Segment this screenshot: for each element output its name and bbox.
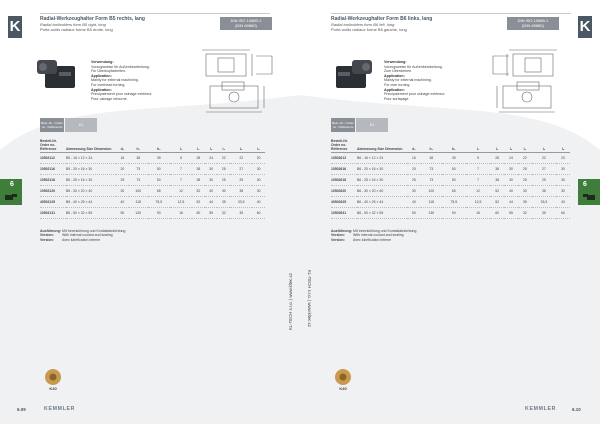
toolholder-photo-icon [35,52,79,94]
order-number[interactable]: 10502131 [40,207,66,218]
usage-text: Mainly for external machining. [91,78,139,83]
usage-block [91,60,161,101]
header-col: l₁ [466,134,490,152]
order-number[interactable]: 10502120 [40,185,66,196]
value-cell: 60 [490,207,504,218]
value-cell: 12,5 [466,196,490,207]
value-cell: 75,5 [148,196,170,207]
usage-label: Application: [91,73,112,78]
value-cell: 38 [230,185,252,196]
title-english: Radial toolholders form B6 left, long [331,22,395,27]
value-cell: 50 [407,207,421,218]
value-cell: 22 [230,152,252,163]
version-notes [40,229,125,242]
size-cell: B6 - 25 × 16 × 30 [357,174,407,185]
size-cell: B5 - 40 × 25 × 44 [66,196,116,207]
value-cell: 118 [129,196,148,207]
version-notes [331,229,416,242]
value-cell: 33,5 [230,196,252,207]
value-cell: 22 [217,152,230,163]
value-cell: 30 [407,185,421,196]
note-text: With internal coolant and sealing [353,233,404,238]
header-col: l₂ [490,134,504,152]
value-cell: 20 [407,163,421,174]
usage-text: For over turning. [384,82,411,87]
din-standard-badge [220,17,272,30]
value-cell: 60 [556,207,570,218]
value-cell: 25 [230,174,252,185]
value-cell: 32 [518,207,532,218]
catalog-page-right [300,0,600,424]
size-cell: B6 - 40 × 25 × 44 [357,196,407,207]
brand-logo: KEMMLER [525,406,557,412]
dimensions-table [40,134,265,219]
din-line-1: DIN ISO 10889-1 [230,18,262,23]
header-size: Abmessung Size Dimension [357,134,407,152]
value-cell: 52 [192,185,205,196]
value-cell: 30 [504,174,518,185]
table-row [331,152,570,163]
order-chip: K1 [356,118,388,132]
brand-logo: KEMMLER [44,406,76,412]
value-cell: 12 [466,185,490,196]
value-cell: 30 [556,185,570,196]
size-cell: B6 - 30 × 20 × 40 [357,185,407,196]
value-cell: 25 [407,174,421,185]
order-number[interactable]: 10502112 [40,152,66,163]
order-info-bar [331,118,388,132]
value-cell: 100 [129,185,148,196]
value-cell: 100 [421,185,442,196]
note-text: Avec lubrification interne [353,237,392,242]
header-col: l₅ [532,134,556,152]
value-cell: 50 [148,163,170,174]
din-line-2: (DIN 69880) [235,23,257,28]
header-rule [40,13,270,14]
order-number[interactable]: 10502116 [40,163,66,174]
value-cell: 40 [205,185,218,196]
value-cell: 60 [252,207,265,218]
page-number: 6.10 [572,407,581,412]
page-footer [300,405,600,415]
vertical-watermark: KL-TECH s.r.o. | www.kltec.cz [307,270,312,327]
value-cell: 25 [116,174,129,185]
value-cell: 73 [421,174,442,185]
value-cell: 50 [442,163,466,174]
chapter-number: 6 [10,181,14,188]
value-cell: 33,5 [532,196,556,207]
page-number: 6.09 [17,407,26,412]
technical-drawing-icon [483,46,569,120]
header-col: l₆ [556,134,570,152]
value-cell: 30 [205,174,218,185]
value-cell: 16 [170,207,192,218]
header-col: d₁ [116,134,129,152]
chapter-number: 6 [583,181,587,188]
note-label: Version: [331,233,345,238]
value-cell: 24 [504,152,518,163]
value-cell: 25 [217,163,230,174]
value-cell: 38 [421,152,442,163]
value-cell: 39 [442,152,466,163]
value-cell: 75,5 [442,196,466,207]
value-cell: 30 [217,185,230,196]
order-info-bar [40,118,97,132]
value-cell: 25 [518,163,532,174]
nut-caption: K40 [49,386,57,391]
value-cell: 38 [192,174,205,185]
order-number[interactable]: 10502618 [331,174,357,185]
value-cell: 25 [518,174,532,185]
chapter-tab-6[interactable] [578,179,600,205]
value-cell: 7 [466,163,490,174]
value-cell: 30 [556,163,570,174]
usage-block [384,60,454,101]
value-cell: 73 [129,174,148,185]
section-tab-k[interactable]: K [578,16,592,38]
table-row [331,174,570,185]
value-cell: 39 [148,152,170,163]
table-row [40,196,265,207]
note-label: Ausführung: [40,229,61,233]
value-cell: 65 [148,185,170,196]
table-row [40,207,265,218]
header-col: l₄ [217,134,230,152]
din-line-2: (DIN 69880) [522,23,544,28]
order-number[interactable]: 10502620 [331,185,357,196]
usage-label: Verwendung: [384,60,407,64]
value-cell: 7 [170,163,192,174]
table-row [331,185,570,196]
value-cell: 30 [252,185,265,196]
value-cell: 28 [192,152,205,163]
toolholder-photo-icon [330,52,374,94]
value-cell: 25 [532,174,556,185]
value-cell: 20 [252,152,265,163]
value-cell: 12 [170,185,192,196]
value-cell: 35 [518,196,532,207]
table-header-row [331,134,570,152]
title-english: Radial toolholders form B5 right, long [40,22,106,27]
title-german: Radial-Werkzeughalter Form B5 rechts, lang [40,16,145,22]
size-cell: B6 - 50 × 32 × 55 [357,207,407,218]
value-cell: 38 [192,163,205,174]
dimensions-table [331,134,570,219]
header-col: l₅ [230,134,252,152]
value-cell: 73 [129,163,148,174]
order-number[interactable]: 40502125 [40,196,66,207]
value-cell: 50 [148,174,170,185]
note-text: Mit Innenkühlung und Kontaktabdichtung [353,229,417,233]
title-french: Porte-outils radiaux forme B5 droite, long [40,27,113,32]
toolholder-icon [4,193,18,201]
usage-text: Principalement pour usinage extérieur. [384,92,446,97]
value-cell: 50 [442,174,466,185]
usage-label: Application: [91,87,112,92]
value-cell: 30 [252,174,265,185]
value-cell: 38 [490,174,504,185]
header-col: h₂ [442,134,466,152]
header-col: l₂ [192,134,205,152]
value-cell: 22 [518,152,532,163]
value-cell: 7 [466,174,490,185]
usage-text: Vorzugsweise für Außenbearbeitung. [91,64,150,69]
header-order: Bestell-Nr. Order no. Référence [331,134,357,152]
usage-text: Zum Überdrehen. [384,69,413,74]
order-number[interactable]: 10502118 [40,174,66,185]
section-tab-k[interactable]: K [8,16,22,38]
value-cell: 35 [532,207,556,218]
value-cell: 16 [466,207,490,218]
value-cell: 25 [217,174,230,185]
value-cell: 90 [442,207,466,218]
note-text: Mit Innenkühlung und Kontaktabdichtung [62,229,126,233]
size-cell: B5 - 16 × 12 × 24 [66,152,116,163]
din-standard-badge [507,17,559,30]
header-col: l₁ [170,134,192,152]
value-cell: 50 [116,207,129,218]
table-row [40,174,265,185]
value-cell: 52 [490,185,504,196]
order-chip: K1 [65,118,97,132]
usage-label: Application: [384,73,405,78]
value-cell: 5 [466,152,490,163]
size-cell: B6 - 20 × 16 × 30 [357,163,407,174]
size-cell: B6 - 16 × 12 × 24 [357,152,407,163]
header-col: h₁ [421,134,442,152]
value-cell: 118 [421,196,442,207]
value-cell: 55 [504,207,518,218]
usage-text: Für Überkopfarbeiten. [91,69,126,74]
usage-text: For overhead turning. [91,82,126,87]
size-cell: B5 - 50 × 32 × 55 [66,207,116,218]
value-cell: 16 [116,152,129,163]
value-cell: 20 [116,163,129,174]
vertical-watermark: KL-TECH s.r.o. | www.kltec.cz [288,273,293,330]
size-cell: B5 - 30 × 20 × 40 [66,185,116,196]
header-rule [331,13,571,14]
header-col: l₆ [252,134,265,152]
value-cell: 44 [205,196,218,207]
value-cell: 130 [129,207,148,218]
table-row [331,196,570,207]
note-text: Avec lubrification interne [62,237,101,242]
value-cell: 52 [490,196,504,207]
value-cell: 30 [556,174,570,185]
value-cell: 30 [116,185,129,196]
value-cell: 55 [205,207,218,218]
value-cell: 28 [490,152,504,163]
header-col: h₁ [129,134,148,152]
din-line-1: DIN ISO 10889-1 [517,18,549,23]
value-cell: 35 [230,207,252,218]
order-number[interactable]: 40502625 [331,196,357,207]
value-cell: 40 [407,196,421,207]
value-cell: 40 [116,196,129,207]
value-cell: 27 [532,163,556,174]
value-cell: 40 [252,196,265,207]
table-row [331,163,570,174]
nut-caption: K40 [339,386,347,391]
table-row [40,163,265,174]
order-number[interactable]: 10502616 [331,163,357,174]
value-cell: 24 [205,152,218,163]
value-cell: 52 [192,196,205,207]
header-size: Abmessung Size Dimension [66,134,116,152]
order-label: Best.-Nr. / Order no. / Référence [331,118,355,132]
value-cell: 22 [532,152,556,163]
order-number[interactable]: 10502612 [331,152,357,163]
size-cell: B5 - 25 × 16 × 30 [66,174,116,185]
header-col: l₃ [504,134,518,152]
nut-product-icon [330,366,356,392]
value-cell: 7 [170,174,192,185]
value-cell: 38 [129,152,148,163]
note-label: Version: [331,237,345,242]
value-cell: 38 [532,185,556,196]
value-cell: 40 [556,196,570,207]
table-row [331,207,570,218]
usage-text: Pour usinage retourné. [91,96,128,101]
header-order: Bestell-Nr. Order no. Référence [40,134,66,152]
header-col: l₄ [518,134,532,152]
order-label: Best.-Nr. / Order no. / Référence [40,118,64,132]
value-cell: 27 [230,163,252,174]
value-cell: 44 [504,196,518,207]
technical-drawing-icon [196,46,282,120]
usage-label: Application: [384,87,405,92]
value-cell: 32 [217,207,230,218]
note-label: Ausführung: [331,229,352,233]
value-cell: 30 [504,163,518,174]
chapter-tab-6[interactable] [0,179,22,205]
usage-text: Vorzugsweise für Außenbearbeitung. [384,64,443,69]
title-german: Radial-Werkzeughalter Form B6 links, lang [331,16,433,22]
value-cell: 65 [442,185,466,196]
value-cell: 40 [504,185,518,196]
order-number[interactable]: 10502631 [331,207,357,218]
product-title [40,16,145,32]
value-cell: 130 [421,207,442,218]
header-col: d₁ [407,134,421,152]
usage-text: Principalement pour usinage extérieur. [91,92,153,97]
value-cell: 30 [518,185,532,196]
product-title [331,16,432,32]
nut-product-icon [40,366,66,392]
toolholder-icon [582,193,596,201]
value-cell: 20 [556,152,570,163]
note-text: With internal coolant and sealing [62,233,113,238]
header-col: h₂ [148,134,170,152]
size-cell: B5 - 20 × 16 × 30 [66,163,116,174]
note-label: Version: [40,233,54,238]
usage-text: Mainly for external machining. [384,78,432,83]
value-cell: 73 [421,163,442,174]
usage-text: Pour surfaçage. [384,96,410,101]
usage-label: Verwendung: [91,60,114,64]
value-cell: 60 [192,207,205,218]
value-cell: 35 [217,196,230,207]
value-cell: 30 [252,163,265,174]
header-col: l₃ [205,134,218,152]
title-french: Porte-outils radiaux forme B6 gauche, long [331,27,407,32]
value-cell: 16 [407,152,421,163]
value-cell: 38 [490,163,504,174]
note-label: Version: [40,237,54,242]
value-cell: 30 [205,163,218,174]
table-header-row [40,134,265,152]
value-cell: 12,5 [170,196,192,207]
page-footer [0,405,300,415]
value-cell: 5 [170,152,192,163]
table-row [40,185,265,196]
table-row [40,152,265,163]
value-cell: 90 [148,207,170,218]
